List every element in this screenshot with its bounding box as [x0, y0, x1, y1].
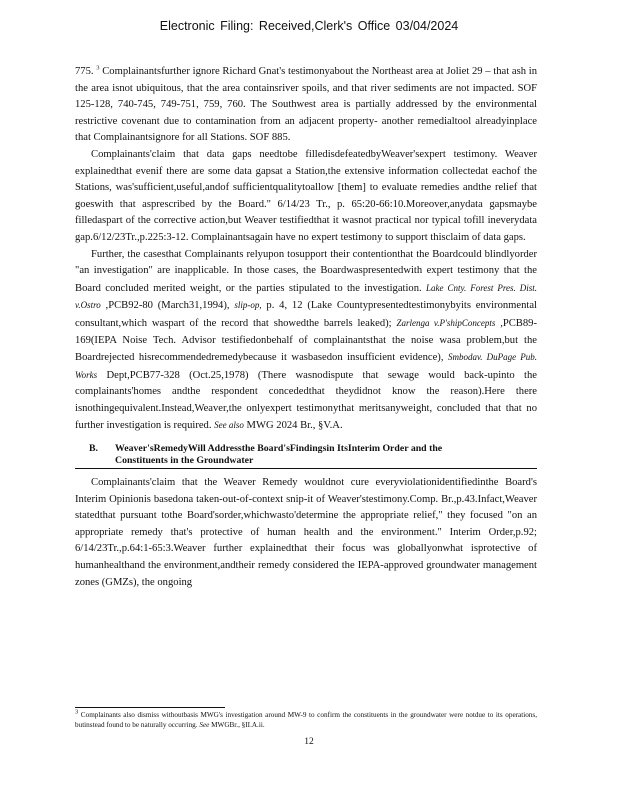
- case-citation: Lake Cnty. Forest Pres. Dist. v.Ostro: [75, 282, 537, 311]
- footnote-divider: [75, 707, 225, 708]
- paragraph-1: 775. $^3$ Complainantsfurther ignore Richard Gnat's testimonyabout the Northeast area at Joliet 29 – that ash in the area isnot ubiquitous, that the area containsriver spoils, and that river sediments are not impacted. SOF 125-128, 740-745, 749-751, 759, 760. The Southwest area is partially addressed by the environmental restrictive covenant due to contamination from an adjacent property- another remedialtool alreadyinplace that Complainantsignore for all Stations. SOF 885.: [75, 64, 537, 144]
- footnote: $^3$ Complainants also dismiss withoutbasis MWG's investigation around MW-9 to confirm the constituents in the groundwater were notdue to its operations, butinstead found to be naturally occurring. See MWGBr., §II.A.ii.: [75, 708, 537, 729]
- footnote-number: 3: [75, 708, 79, 716]
- paragraph-3: Further, the casesthat Complainants relyupon tosupport their contentionthat the Boardcould blindlyorder "an investigation" are inapplicable. In those cases, the Boardwaspresentedwith expert testimony that the Board concluded merited weight, or the parties stipulated to the investigation. Lake Cnty. Forest Pres. Dist. v.Ostro ,PCB92-80 (March31,1994), slip-op, p. 4, 12 (Lake Countypresentedtestimonybyits environmental consultant,which waspart of the record that showedthe barrels leaked); Zarlenga v.P'shipConcepts ,PCB89-169(IEPA Noise Tech. Advisor testifiedonbehalf of complainantsthat the noise wasa problem,but the Boardrejected hisrecommendedremedybecause it wasbasedon insufficient evidence), Smbodav. DuPage Pub. Works Dept,PCB77-328 (Oct.25,1978) (There wasnodispute that sewage would back-upinto the complainants'homes andthe respondent concededthat theydidnot know the reason).Here there isnothingequivalent.Instead,Weaver,the onlyexpert testimonythat meritsanyweight, concluded that that no further investigation is required. See also MWG 2024 Br., §V.A.: [75, 248, 537, 432]
- section-title-line2: Constituents in the Groundwater: [115, 455, 254, 467]
- document-body: [75, 64, 537, 591]
- case-citation: See also: [214, 420, 244, 431]
- section-title-line1: Weaver'sRemedyWill Addressthe Board'sFindingsin ItsInterim Order and the: [115, 443, 443, 455]
- paragraph-2: Complainants'claim that data gaps needtobe filledisdefeatedbyWeaver'sexpert testimony. Weaver explainedthat evenif there are some data gapsat a Station,the extensive information collectedat eachof the Stations, was'sufficient,useful,andof sufficientqualitytoallow [them] to evaluate remedies andthe relief that goeswith that asprescribed by the Board." 6/14/23 Tr., p. 65:20-66:10.Moreover,anydata gapsmaybe filledaspart of the corrective action,but Weaver testifiedthat it wasnot practical nor typical tofill ineverydata gap.6/12/23Tr.,p.225:3-12. Complainantsagain have no expert testimony to support thisclaim of data gaps.: [75, 148, 537, 243]
- case-citation: Zarlenga v.P'shipConcepts: [396, 317, 496, 328]
- case-citation: slip-op,: [234, 300, 262, 311]
- case-citation: Smbodav. DuPage Pub. Works: [75, 352, 537, 380]
- electronic-filing-header: Electronic Filing: Received,Clerk's Office 03/04/2024: [159, 19, 459, 33]
- footnote-marker: 3: [96, 64, 100, 72]
- section-label: B.: [89, 443, 98, 455]
- footnote-citation: See: [199, 720, 210, 729]
- section-heading: [75, 443, 537, 469]
- page-number: 12: [304, 737, 314, 747]
- paragraph-4: Complainants'claim that the Weaver Remedy wouldnot cure everyviolationidentifiedinthe Board's Interim Opinionis basedona taken-out-of-context snip-it of Weaver'stestimony.Comp. Br.,p.43.Infact,Weaver statedthat pursuant tothe Board'sorder,whichwasto'determine the appropriate relief," they focused "on an appropriate remedy that's protective of human health and the environment." Interim Order,p.92; 6/14/23Tr.,p.64:1-65:3.Weaver further explainedthat their focus was globallyonwhat isprotective of humanhealthand the environment,andtheir remedy considered the IEPA-approved groundwater management zones (GMZs), the ongoing: [75, 477, 537, 588]
